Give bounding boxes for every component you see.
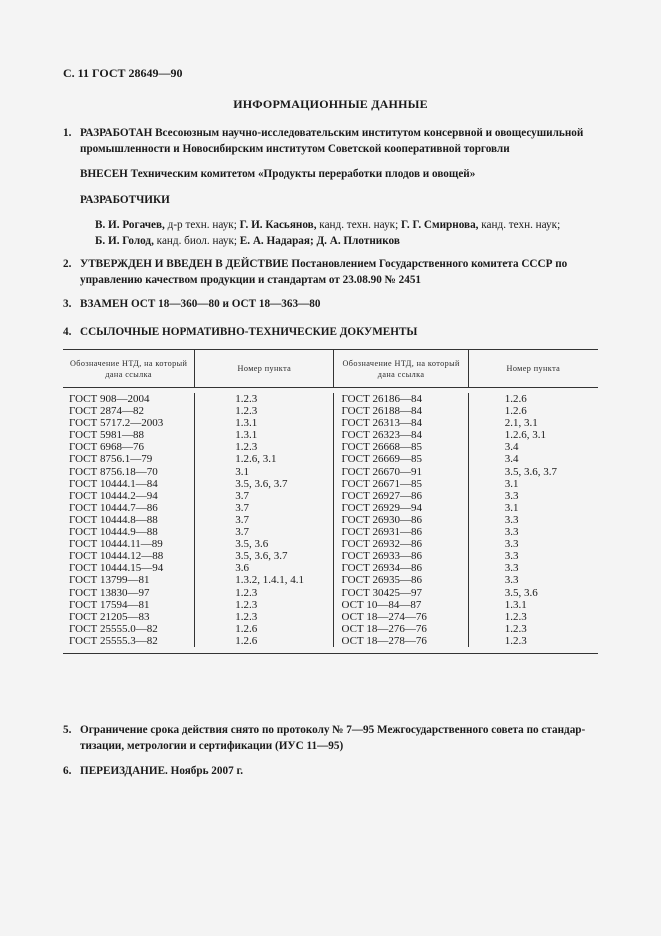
table-body — [63, 388, 598, 653]
table-cell: 1.2.6 — [504, 393, 527, 405]
section-5-line-2: тизации, метрологии и сертификации (ИУС 11—95) — [80, 740, 344, 752]
table-cell: 3.3 — [504, 574, 519, 587]
table-cell: 1.3.1 — [235, 417, 258, 430]
table-cell: 3.7 — [235, 526, 250, 539]
section-1-line-2: промышленности и Новосибирским институтом Советской кооперативной торговли — [80, 143, 510, 155]
page-header: С. 11 ГОСТ 28649—90 — [63, 66, 183, 80]
table-cell: 1.2.3 — [504, 622, 527, 635]
table-cell: ГОСТ 21205—83 — [69, 610, 150, 623]
section-number: 3. — [63, 298, 72, 310]
section-6 — [63, 763, 597, 779]
table-cell: 1.2.6 — [235, 634, 258, 647]
table-cell: 3.3 — [504, 513, 519, 526]
section-2-lead: УТВЕРЖДЕН И ВВЕДЕН В ДЕЙСТВИЕ — [80, 258, 289, 270]
section-number: 1. — [63, 127, 72, 139]
table-cell: ГОСТ 26669—85 — [341, 453, 422, 466]
right-items-column — [469, 393, 598, 647]
table-cell: ГОСТ 13799—81 — [69, 574, 150, 587]
table-cell: 1.2.3 — [504, 610, 527, 623]
table-cell: 3.5, 3.6 — [235, 538, 269, 551]
table-cell: ГОСТ 26930—86 — [341, 513, 422, 526]
section-2-line-2: управлению качеством продукции и стандартам от 23.08.90 № 2451 — [80, 274, 422, 286]
table-cell: ГОСТ 26935—86 — [341, 574, 422, 587]
table-cell: ГОСТ 10444.2—94 — [69, 489, 158, 502]
table-cell: 3.3 — [504, 489, 519, 502]
table-cell: ГОСТ 6968—76 — [69, 441, 144, 454]
table-cell: ГОСТ 10444.15—94 — [69, 562, 164, 575]
column-header-item: Номер пункта — [195, 350, 334, 387]
table-cell: 1.2.6 — [504, 405, 527, 418]
table-header — [63, 350, 598, 388]
table-cell: 3.5, 3.6, 3.7 — [235, 550, 288, 563]
table-cell: ГОСТ 26932—86 — [341, 538, 422, 551]
table-cell: ОСТ 10—84—87 — [341, 598, 422, 611]
table-cell: 1.2.3 — [235, 393, 258, 405]
table-cell: ГОСТ 13830—97 — [69, 586, 150, 599]
developers-heading: РАЗРАБОТЧИКИ — [80, 194, 170, 206]
table-cell: 3.1 — [504, 501, 519, 514]
table-cell: 3.1 — [235, 465, 250, 478]
section-number: 6. — [63, 765, 72, 777]
table-cell: ГОСТ 8756.1—79 — [69, 453, 153, 466]
table-cell: ГОСТ 26929—94 — [341, 501, 422, 514]
table-cell: ГОСТ 5981—88 — [69, 429, 144, 442]
section-4-text: ССЫЛОЧНЫЕ НОРМАТИВНО-ТЕХНИЧЕСКИЕ ДОКУМЕНТЫ — [80, 326, 418, 338]
table-cell: 3.7 — [235, 489, 250, 502]
table-cell: ГОСТ 26933—86 — [341, 550, 422, 563]
table-cell: 1.2.3 — [235, 405, 258, 418]
table-cell: 1.2.6, 3.1 — [235, 453, 277, 466]
table-cell: 3.7 — [235, 501, 250, 514]
table-cell: 3.5, 3.6, 3.7 — [235, 477, 288, 490]
table-cell: 3.4 — [504, 441, 519, 454]
table-cell: 1.2.6 — [235, 622, 258, 635]
table-cell: 3.1 — [504, 477, 519, 490]
table-cell: 3.3 — [504, 538, 519, 551]
reference-documents-table — [63, 349, 598, 654]
table-cell: ГОСТ 26186—84 — [341, 393, 422, 405]
table-cell: ОСТ 18—276—76 — [341, 622, 427, 635]
section-1 — [63, 125, 597, 157]
right-documents-column — [334, 393, 468, 647]
table-cell: 1.2.3 — [235, 441, 258, 454]
section-1-line-1: РАЗРАБОТАН Всесоюзным научно-исследовательским институтом консервной и овощесушильной — [80, 127, 584, 139]
table-cell: ГОСТ 25555.3—82 — [69, 634, 158, 647]
table-cell: ГОСТ 908—2004 — [69, 393, 150, 405]
section-5 — [63, 722, 597, 754]
authors-list — [95, 217, 600, 249]
table-cell: ГОСТ 26670—91 — [341, 465, 422, 478]
section-3-text: ВЗАМЕН ОСТ 18—360—80 и ОСТ 18—363—80 — [80, 298, 321, 310]
table-cell: 1.2.3 — [235, 610, 258, 623]
section-3 — [63, 296, 597, 312]
section-6-text: ПЕРЕИЗДАНИЕ. Ноябрь 2007 г. — [80, 765, 244, 777]
table-cell: ОСТ 18—274—76 — [341, 610, 427, 623]
table-cell: ГОСТ 5717.2—2003 — [69, 417, 164, 430]
table-cell: 3.6 — [235, 562, 250, 575]
table-cell: ГОСТ 26931—86 — [341, 526, 422, 539]
author-name: В. И. Рогачев, — [95, 219, 165, 231]
section-2-text: Постановлением Государственного комитета СССР по — [288, 258, 568, 270]
table-cell: 3.3 — [504, 526, 519, 539]
table-cell: 2.1, 3.1 — [504, 417, 538, 430]
author-name: Г. И. Касьянов, — [239, 219, 317, 231]
table-cell: 3.5, 3.6 — [504, 586, 538, 599]
left-items-column — [195, 393, 334, 647]
table-cell: ГОСТ 10444.9—88 — [69, 526, 158, 539]
table-cell: ГОСТ 10444.1—84 — [69, 477, 158, 490]
table-cell: 1.3.1 — [504, 598, 527, 611]
column-header-document: Обозначение НТД, на который дана ссылка — [63, 350, 195, 387]
table-cell: ГОСТ 30425—97 — [341, 586, 422, 599]
table-cell: ГОСТ 26934—86 — [341, 562, 422, 575]
author-name: Г. Г. Смирнова, — [401, 219, 479, 231]
table-cell: 1.2.3 — [235, 586, 258, 599]
table-cell: ГОСТ 10444.7—86 — [69, 501, 158, 514]
author-name: Б. И. Голод, — [95, 235, 154, 247]
table-cell: ГОСТ 25555.0—82 — [69, 622, 158, 635]
section-number: 4. — [63, 326, 72, 338]
author-title: канд. биол. наук; — [153, 235, 240, 247]
table-cell: ГОСТ 2874—82 — [69, 405, 144, 418]
column-header-document: Обозначение НТД, на который дана ссылка — [334, 350, 468, 387]
left-documents-column — [63, 393, 195, 647]
table-cell: ГОСТ 17594—81 — [69, 598, 150, 611]
page-title: ИНФОРМАЦИОННЫЕ ДАННЫЕ — [233, 97, 428, 111]
section-5-line-1: Ограничение срока действия снято по протоколу № 7—95 Межгосударственного совета по стандар- — [80, 724, 586, 736]
table-cell: ГОСТ 10444.8—88 — [69, 513, 158, 526]
author-name: Е. А. Надарая; Д. А. Плотников — [239, 235, 400, 247]
section-2 — [63, 256, 597, 288]
author-title: канд. техн. наук; — [316, 219, 402, 231]
table-cell: ГОСТ 26671—85 — [341, 477, 422, 490]
section-number: 5. — [63, 724, 72, 736]
table-cell: 3.3 — [504, 562, 519, 575]
author-title: д-р техн. наук; — [164, 219, 240, 231]
table-cell: 3.3 — [504, 550, 519, 563]
table-cell: 3.5, 3.6, 3.7 — [504, 465, 557, 478]
table-cell: 1.3.2, 1.4.1, 4.1 — [235, 574, 305, 587]
table-cell: ГОСТ 10444.12—88 — [69, 550, 164, 563]
table-cell: 3.4 — [504, 453, 519, 466]
table-cell: ГОСТ 8756.18—70 — [69, 465, 158, 478]
table-cell: 3.7 — [235, 513, 250, 526]
author-title: канд. техн. наук; — [478, 219, 561, 231]
table-cell: ГОСТ 26668—85 — [341, 441, 422, 454]
section-number: 2. — [63, 258, 72, 270]
introduced-by: ВНЕСЕН Техническим комитетом «Продукты переработки плодов и овощей» — [80, 168, 476, 180]
table-cell: ОСТ 18—278—76 — [341, 634, 427, 647]
column-header-item: Номер пункта — [506, 364, 561, 373]
table-cell: 1.2.3 — [504, 634, 527, 647]
table-cell: ГОСТ 26927—86 — [341, 489, 422, 502]
table-cell: ГОСТ 26313—84 — [341, 417, 422, 430]
table-cell: ГОСТ 26188—84 — [341, 405, 422, 418]
table-cell: 1.3.1 — [235, 429, 258, 442]
table-cell: 1.2.3 — [235, 598, 258, 611]
table-cell: ГОСТ 10444.11—89 — [69, 538, 163, 551]
table-cell: 1.2.6, 3.1 — [504, 429, 546, 442]
table-cell: ГОСТ 26323—84 — [341, 429, 422, 442]
section-4 — [63, 324, 597, 340]
